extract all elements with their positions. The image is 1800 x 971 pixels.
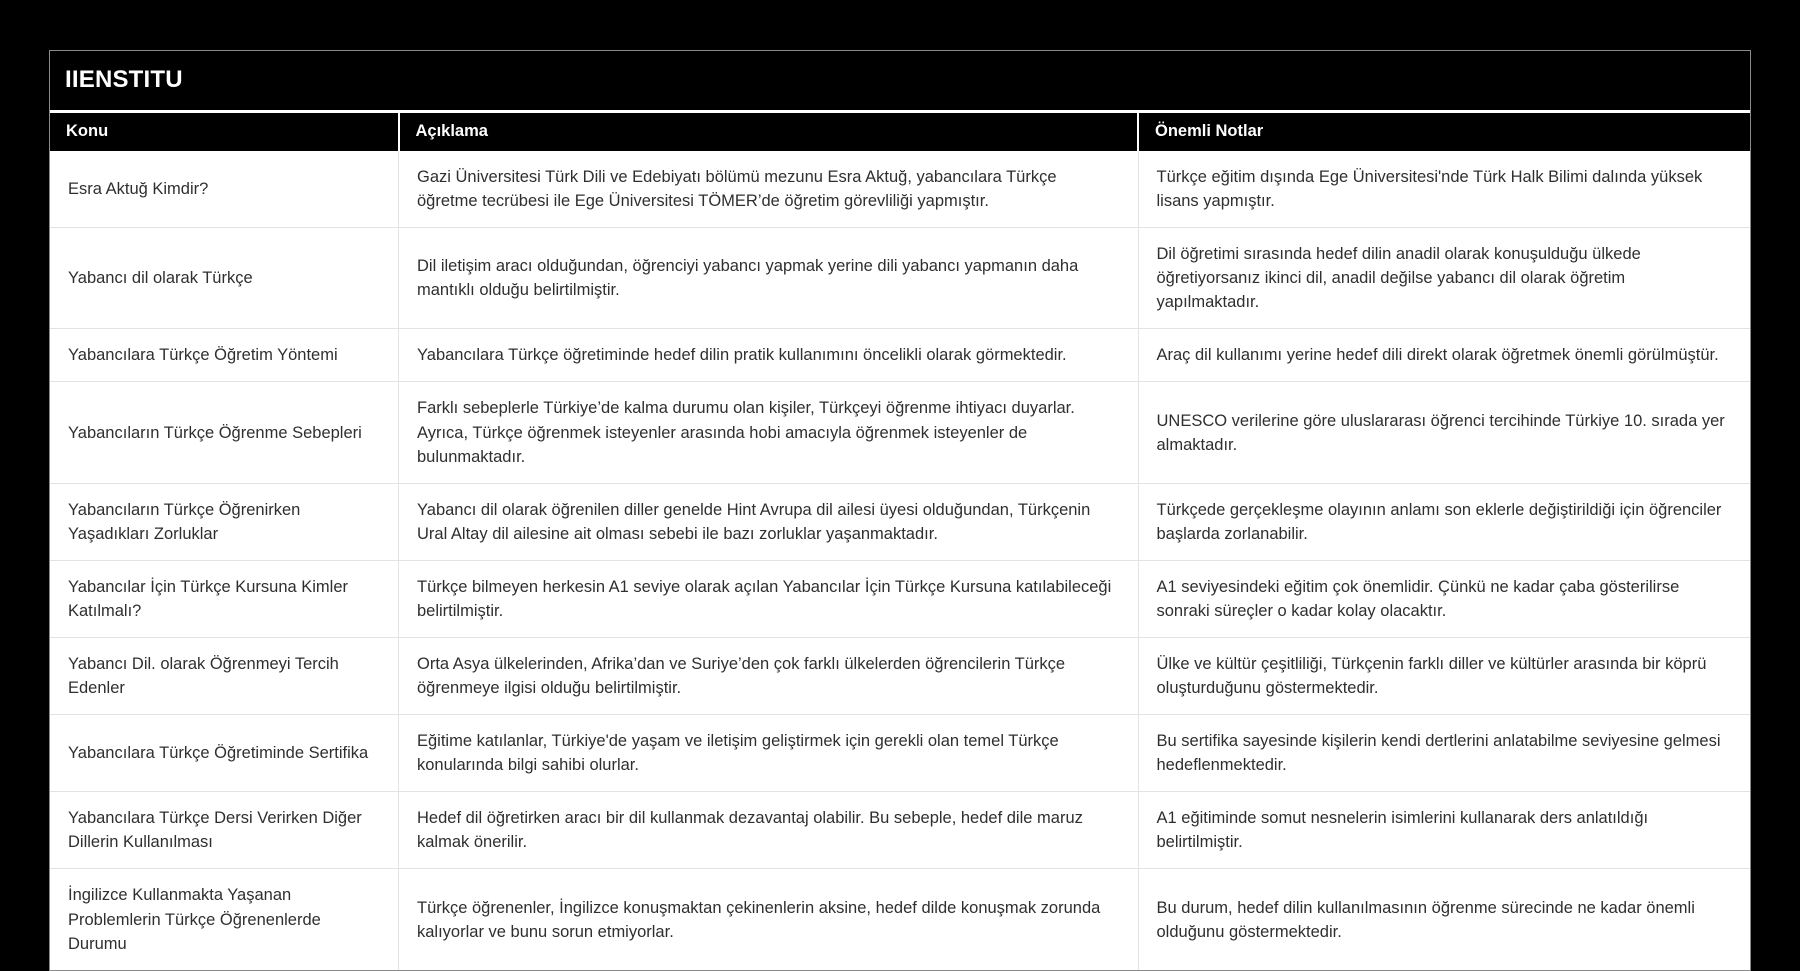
table-header-row xyxy=(50,113,1750,151)
table-body xyxy=(50,151,1750,970)
cell-aciklama: Türkçe öğrenenler, İngilizce konuşmaktan çekinenlerin aksine, hedef dilde konuşmak zorunda kalıyorlar ve bunu sorun etmiyorlar. xyxy=(399,869,1139,970)
cell-konu: Yabancı Dil. olarak Öğrenmeyi Tercih Edenler xyxy=(50,638,399,715)
table-row xyxy=(50,715,1750,792)
cell-konu: Yabancılara Türkçe Dersi Verirken Diğer Dillerin Kullanılması xyxy=(50,792,399,869)
cell-notlar: Türkçe eğitim dışında Ege Üniversitesi'nde Türk Halk Bilimi dalında yüksek lisans yapmıştır. xyxy=(1138,151,1750,228)
cell-konu: Yabancılara Türkçe Öğretim Yöntemi xyxy=(50,329,399,382)
cell-notlar: Dil öğretimi sırasında hedef dilin anadil olarak konuşulduğu ülkede öğretiyorsanız ikinci dil, anadil değilse yabancı dil olarak öğretim yapılmaktadır. xyxy=(1138,228,1750,329)
cell-konu: İngilizce Kullanmakta Yaşanan Problemlerin Türkçe Öğrenenlerde Durumu xyxy=(50,869,399,970)
cell-konu: Yabancılar İçin Türkçe Kursuna Kimler Katılmalı? xyxy=(50,560,399,637)
title-bar xyxy=(50,51,1750,110)
column-header-konu: Konu xyxy=(50,113,399,151)
cell-konu: Yabancı dil olarak Türkçe xyxy=(50,228,399,329)
cell-aciklama: Orta Asya ülkelerinden, Afrika’dan ve Suriye’den çok farklı ülkelerden öğrencilerin Türkçe öğrenmeye ilgisi olduğu belirtilmiştir. xyxy=(399,638,1139,715)
table-row xyxy=(50,382,1750,483)
content-card xyxy=(49,50,1751,971)
cell-aciklama: Hedef dil öğretirken aracı bir dil kullanmak dezavantaj olabilir. Bu sebeple, hedef dile maruz kalmak önerilir. xyxy=(399,792,1139,869)
cell-konu: Yabancıların Türkçe Öğrenirken Yaşadıkları Zorluklar xyxy=(50,483,399,560)
cell-notlar: UNESCO verilerine göre uluslararası öğrenci tercihinde Türkiye 10. sırada yer almaktadır. xyxy=(1138,382,1750,483)
cell-aciklama: Dil iletişim aracı olduğundan, öğrenciyi yabancı yapmak yerine dili yabancı yapmanın daha mantıklı olduğu belirtilmiştir. xyxy=(399,228,1139,329)
column-header-aciklama: Açıklama xyxy=(399,113,1139,151)
cell-notlar: Türkçede gerçekleşme olayının anlamı son eklerle değiştirildiği için öğrenciler başlarda zorlanabilir. xyxy=(1138,483,1750,560)
table-row xyxy=(50,151,1750,228)
cell-aciklama: Gazi Üniversitesi Türk Dili ve Edebiyatı bölümü mezunu Esra Aktuğ, yabancılara Türkçe öğretme tecrübesi ile Ege Üniversitesi TÖMER’de öğretim görevliliği yapmıştır. xyxy=(399,151,1139,228)
page-title: IIENSTITU xyxy=(65,66,183,93)
column-header-onemli-notlar: Önemli Notlar xyxy=(1138,113,1750,151)
cell-notlar: Ülke ve kültür çeşitliliği, Türkçenin farklı diller ve kültürler arasında bir köprü oluşturduğunu göstermektedir. xyxy=(1138,638,1750,715)
cell-aciklama: Türkçe bilmeyen herkesin A1 seviye olarak açılan Yabancılar İçin Türkçe Kursuna katılabileceği belirtilmiştir. xyxy=(399,560,1139,637)
cell-konu: Yabancıların Türkçe Öğrenme Sebepleri xyxy=(50,382,399,483)
table-row xyxy=(50,329,1750,382)
table-row xyxy=(50,560,1750,637)
cell-notlar: Bu sertifika sayesinde kişilerin kendi dertlerini anlatabilme seviyesine gelmesi hedeflenmektedir. xyxy=(1138,715,1750,792)
table-row xyxy=(50,228,1750,329)
cell-notlar: Bu durum, hedef dilin kullanılmasının öğrenme sürecinde ne kadar önemli olduğunu göstermektedir. xyxy=(1138,869,1750,970)
table-row xyxy=(50,638,1750,715)
table-header xyxy=(50,113,1750,151)
table-row xyxy=(50,869,1750,970)
table-row xyxy=(50,792,1750,869)
cell-aciklama: Yabancılara Türkçe öğretiminde hedef dilin pratik kullanımını öncelikli olarak görmektedir. xyxy=(399,329,1139,382)
cell-aciklama: Eğitime katılanlar, Türkiye'de yaşam ve iletişim geliştirmek için gerekli olan temel Türkçe konularında bilgi sahibi olurlar. xyxy=(399,715,1139,792)
cell-notlar: Araç dil kullanımı yerine hedef dili direkt olarak öğretmek önemli görülmüştür. xyxy=(1138,329,1750,382)
cell-aciklama: Yabancı dil olarak öğrenilen diller genelde Hint Avrupa dil ailesi üyesi olduğundan, Türkçenin Ural Altay dil ailesine ait olması sebebi ile bazı zorluklar yaşanmaktadır. xyxy=(399,483,1139,560)
cell-notlar: A1 eğitiminde somut nesnelerin isimlerini kullanarak ders anlatıldığı belirtilmiştir. xyxy=(1138,792,1750,869)
cell-konu: Esra Aktuğ Kimdir? xyxy=(50,151,399,228)
cell-konu: Yabancılara Türkçe Öğretiminde Sertifika xyxy=(50,715,399,792)
cell-aciklama: Farklı sebeplerle Türkiye’de kalma durumu olan kişiler, Türkçeyi öğrenme ihtiyacı duyarlar. Ayrıca, Türkçe öğrenmek isteyenler arasında hobi amacıyla öğrenmek isteyenler de bulunmaktadır. xyxy=(399,382,1139,483)
info-table xyxy=(50,113,1750,970)
cell-notlar: A1 seviyesindeki eğitim çok önemlidir. Çünkü ne kadar çaba gösterilirse sonraki süreçler o kadar kolay olacaktır. xyxy=(1138,560,1750,637)
table-row xyxy=(50,483,1750,560)
